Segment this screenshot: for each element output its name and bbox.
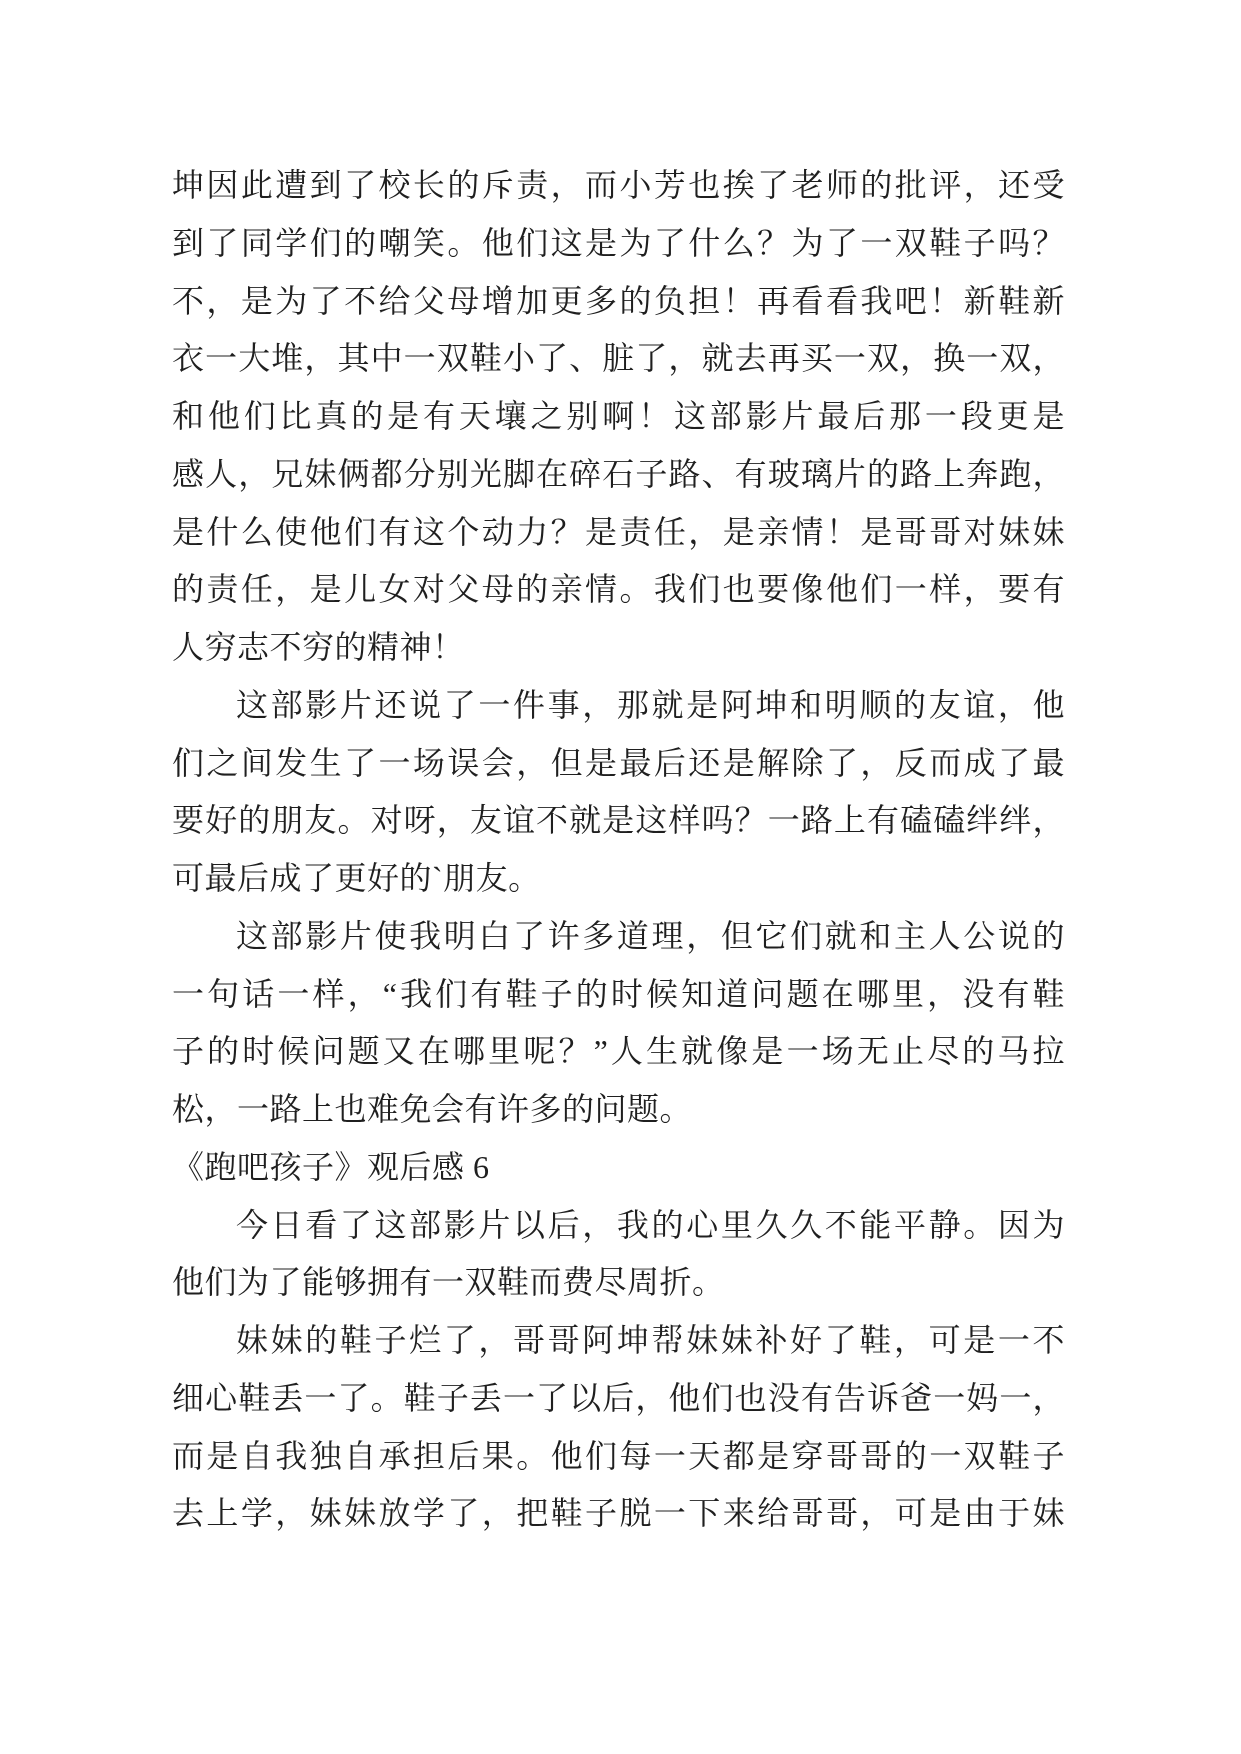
text-line: 他们为了能够拥有一双鞋而费尽周折。 — [172, 1264, 725, 1301]
text-line: 是什么使他们有这个动力？是责任，是亲情！是哥哥对妹妹 — [172, 513, 1065, 550]
text-line: 而是自我独自承担后果。他们每一天都是穿哥哥的一双鞋子 — [172, 1437, 1065, 1474]
text-line: 要好的朋友。对呀，友谊不就是这样吗？一路上有磕磕绊绊， — [172, 802, 1065, 839]
text-line: 坤因此遭到了校长的斥责，而小芳也挨了老师的批评，还受 — [172, 167, 1065, 203]
text-line: 子的时候问题又在哪里呢？”人生就像是一场无止尽的马拉 — [172, 1033, 1065, 1070]
text-line: 这部影片使我明白了许多道理，但它们就和主人公说的 — [236, 917, 1065, 954]
text-line: 到了同学们的嘲笑。他们这是为了什么？为了一双鞋子吗？ — [172, 224, 1065, 261]
text-line: 妹妹的鞋子烂了，哥哥阿坤帮妹妹补好了鞋，可是一不 — [236, 1322, 1065, 1358]
text-line: 松，一路上也难免会有许多的问题。 — [172, 1091, 693, 1127]
text-line: 一句话一样，“我们有鞋子的时候知道问题在哪里，没有鞋 — [172, 975, 1065, 1012]
text-line: 可最后成了更好的`朋友。 — [172, 860, 541, 896]
text-line: 今日看了这部影片以后，我的心里久久不能平静。因为 — [236, 1206, 1065, 1243]
text-line: 这部影片还说了一件事，那就是阿坤和明顺的友谊，他 — [236, 686, 1065, 723]
text-line: 去上学，妹妹放学了，把鞋子脱一下来给哥哥，可是由于妹 — [172, 1495, 1065, 1532]
text-line: 人穷志不穷的精神！ — [172, 629, 465, 665]
section-heading: 《跑吧孩子》观后感 6 — [172, 1148, 490, 1185]
text-line: 细心鞋丢一了。鞋子丢一了以后，他们也没有告诉爸一妈一， — [172, 1379, 1065, 1416]
text-line: 衣一大堆，其中一双鞋小了、脏了，就去再买一双，换一双， — [172, 340, 1065, 377]
text-line: 感人，兄妹俩都分别光脚在碎石子路、有玻璃片的路上奔跑， — [172, 455, 1065, 492]
text-line: 和他们比真的是有天壤之别啊！这部影片最后那一段更是 — [172, 398, 1065, 434]
text-block — [172, 157, 1065, 1543]
text-line: 的责任，是儿女对父母的亲情。我们也要像他们一样，要有 — [172, 571, 1065, 608]
text-line: 不，是为了不给父母增加更多的负担！再看看我吧！新鞋新 — [172, 282, 1065, 319]
text-line: 们之间发生了一场误会，但是最后还是解除了，反而成了最 — [172, 744, 1065, 781]
